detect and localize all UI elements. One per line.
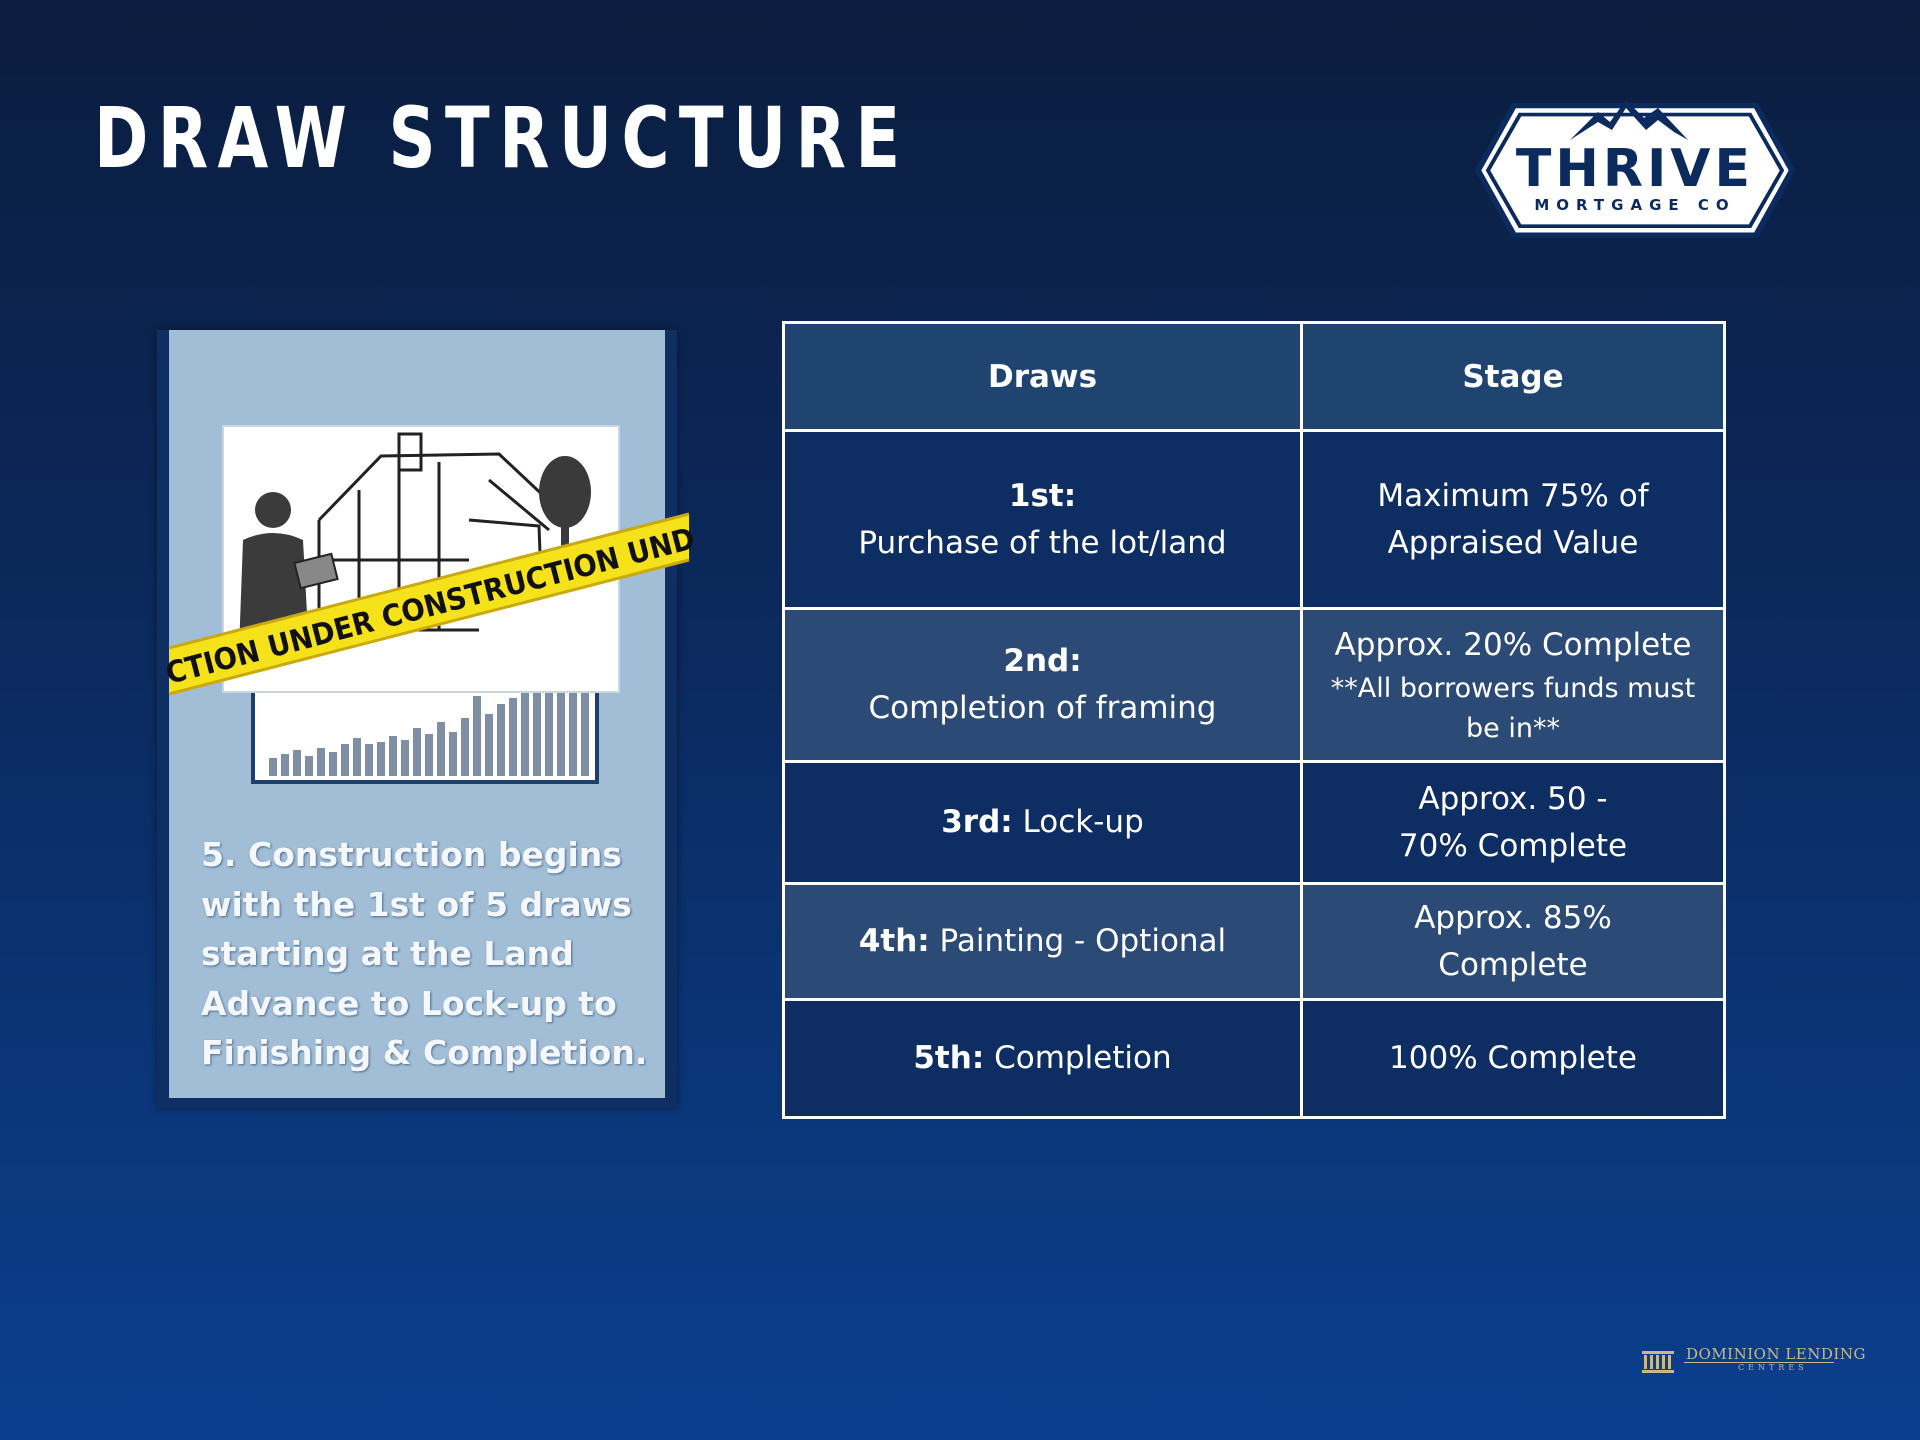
- draws-table: [782, 321, 1726, 1119]
- logo-sub: MORTGAGE CO: [1534, 196, 1736, 214]
- draw-description: Purchase of the lot/land: [858, 524, 1227, 561]
- table-row: [784, 762, 1725, 884]
- dominion-lending-sub: CENTRES: [1738, 1363, 1808, 1372]
- draw-cell: [784, 762, 1302, 884]
- table-row: [784, 431, 1725, 609]
- stage-cell: [1302, 609, 1725, 762]
- draw-cell: [784, 609, 1302, 762]
- draw-number: 3rd:: [941, 804, 1013, 840]
- dominion-lending-logo: [1640, 1343, 1866, 1377]
- draw-number: 5th:: [913, 1040, 985, 1076]
- card-panel: [162, 330, 747, 1098]
- table-row: [784, 884, 1725, 1000]
- construction-card: [157, 330, 747, 1108]
- table-row: [784, 1000, 1725, 1118]
- table-row: [784, 609, 1725, 762]
- draw-number: 4th:: [858, 923, 930, 959]
- draw-cell: [784, 1000, 1302, 1118]
- stage-cell: Approx. 50 - 70% Complete: [1302, 762, 1725, 884]
- dominion-lending-brand: DOMINION LENDING: [1686, 1345, 1866, 1363]
- draw-description: Completion of framing: [868, 690, 1217, 726]
- logo-name: THRIVE: [1515, 139, 1755, 199]
- thrive-logo: [1474, 74, 1796, 266]
- slide-title: DRAW STRUCTURE: [94, 89, 910, 187]
- draw-number: 1st:: [1008, 477, 1077, 514]
- draw-number: 2nd:: [1003, 643, 1082, 679]
- stage-cell: 100% Complete: [1302, 1000, 1725, 1118]
- header-draws: Draws: [784, 323, 1302, 431]
- draw-description: Lock-up: [1022, 804, 1144, 840]
- card-caption: 5. Construction begins with the 1st of 5 draws starting at the Land Advance to Lock-up to Finishing & Completion.: [201, 835, 648, 1072]
- draw-description: Painting - Optional: [939, 923, 1227, 959]
- table-header-row: [784, 323, 1725, 431]
- stage-cell: Approx. 85% Complete: [1302, 884, 1725, 1000]
- stage-text: Approx. 20% Complete: [1334, 626, 1692, 663]
- draw-cell: [784, 884, 1302, 1000]
- draw-cell: [784, 431, 1302, 609]
- stage-note: **All borrowers funds must be in**: [1330, 672, 1696, 744]
- caution-tape-text: CTION UNDER CONSTRUCTION UND: [162, 509, 747, 692]
- draw-description: Completion: [994, 1040, 1172, 1076]
- construction-illustration: [162, 330, 747, 810]
- header-stage: Stage: [1302, 323, 1725, 431]
- stage-cell: Maximum 75% of Appraised Value: [1302, 431, 1725, 609]
